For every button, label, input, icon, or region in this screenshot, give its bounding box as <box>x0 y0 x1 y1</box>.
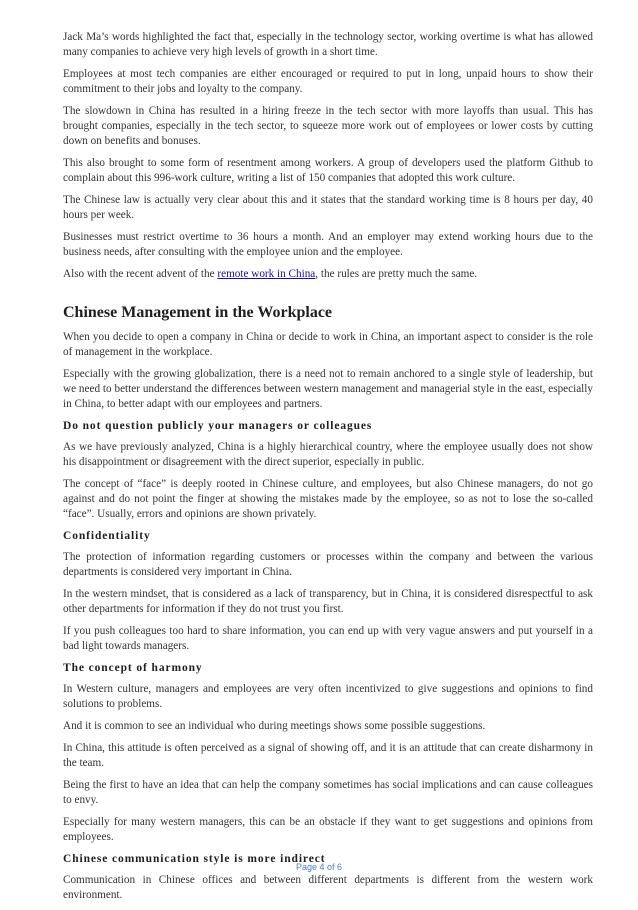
page-number-footer: Page 4 of 6 <box>295 862 343 872</box>
paragraph: The concept of “face” is deeply rooted in Chinese culture, and employees, but also Chinese managers, do not go against and do not point the finger at showing the mistakes made by the employee, so as not to lose the so-called “face”. Usually, errors and opinions are shown privately. <box>63 478 593 520</box>
paragraph: In the western mindset, that is considered as a lack of transparency, but in China, it is considered disrespectful to ask other departments for information if they do not trust you first. <box>63 588 593 615</box>
paragraph: Jack Ma’s words highlighted the fact that, especially in the technology sector, working overtime is what has allowed many companies to achieve very high levels of growth in a short time. <box>63 31 593 58</box>
subheading-communication-style: Chinese communication style is more indirect <box>63 853 326 865</box>
paragraph-text: Also with the recent advent of the <box>63 268 218 280</box>
paragraph: This also brought to some form of resentment among workers. A group of developers used the platform Github to complain about this 996-work culture, writing a list of 150 companies that adopted this work culture. <box>63 157 593 184</box>
paragraph: In Western culture, managers and employees are very often incentivized to give suggestions and opinions to find solutions to problems. <box>63 683 593 710</box>
paragraph: Communication in Chinese offices and between different departments is different from the western work environment. <box>63 874 593 901</box>
remote-work-link[interactable]: remote work in China <box>217 268 316 280</box>
paragraph: The protection of information regarding customers or processes within the company and between the various departments is considered very important in China. <box>63 551 593 578</box>
paragraph: If you push colleagues too hard to share information, you can end up with very vague answers and put yourself in a bad light towards managers. <box>63 625 593 652</box>
paragraph: Especially with the growing globalization, there is a need not to remain anchored to a single style of leadership, but we need to better understand the differences between western management and managerial style in the east, especially in China, to better adapt with our employees and partners. <box>63 368 593 410</box>
paragraph: And it is common to see an individual who during meetings shows some possible suggestions. <box>63 720 486 732</box>
paragraph: Being the first to have an idea that can help the company sometimes has social implications and can cause colleagues to envy. <box>63 779 593 806</box>
remote-work-paragraph <box>63 267 593 282</box>
paragraph: The slowdown in China has resulted in a hiring freeze in the tech sector with more layoffs than usual. This has brought companies, especially in the tech sector, to squeeze more work out of employees or lower costs by cutting down on benefits and bonuses. <box>63 105 593 147</box>
paragraph: The Chinese law is actually very clear about this and it states that the standard working time is 8 hours per day, 40 hours per week. <box>63 194 593 221</box>
section-heading: Chinese Management in the Workplace <box>63 304 333 321</box>
paragraph: As we have previously analyzed, China is a highly hierarchical country, where the employee usually does not show his disappointment or disagreement with the direct superior, especially in public. <box>63 441 593 468</box>
paragraph: In China, this attitude is often perceived as a signal of showing off, and it is an attitude that can create disharmony in the team. <box>63 742 593 769</box>
subheading-harmony: The concept of harmony <box>63 662 203 674</box>
paragraph: Especially for many western managers, this can be an obstacle if they want to get suggestions and opinions from employees. <box>63 816 593 843</box>
subheading-confidentiality: Confidentiality <box>63 530 151 542</box>
subheading-do-not-question: Do not question publicly your managers or colleagues <box>63 420 373 432</box>
page-body <box>63 30 593 910</box>
paragraph: When you decide to open a company in China or decide to work in China, an important aspect to consider is the role of management in the workplace. <box>63 331 593 358</box>
paragraph: Businesses must restrict overtime to 36 hours a month. And an employer may extend working hours due to the business needs, after consulting with the employee union and the employee. <box>63 231 593 258</box>
paragraph-text: , the rules are pretty much the same. <box>315 268 478 280</box>
paragraph: Employees at most tech companies are either encouraged or required to put in long, unpaid hours to show their commitment to their jobs and loyalty to the company. <box>63 68 593 95</box>
